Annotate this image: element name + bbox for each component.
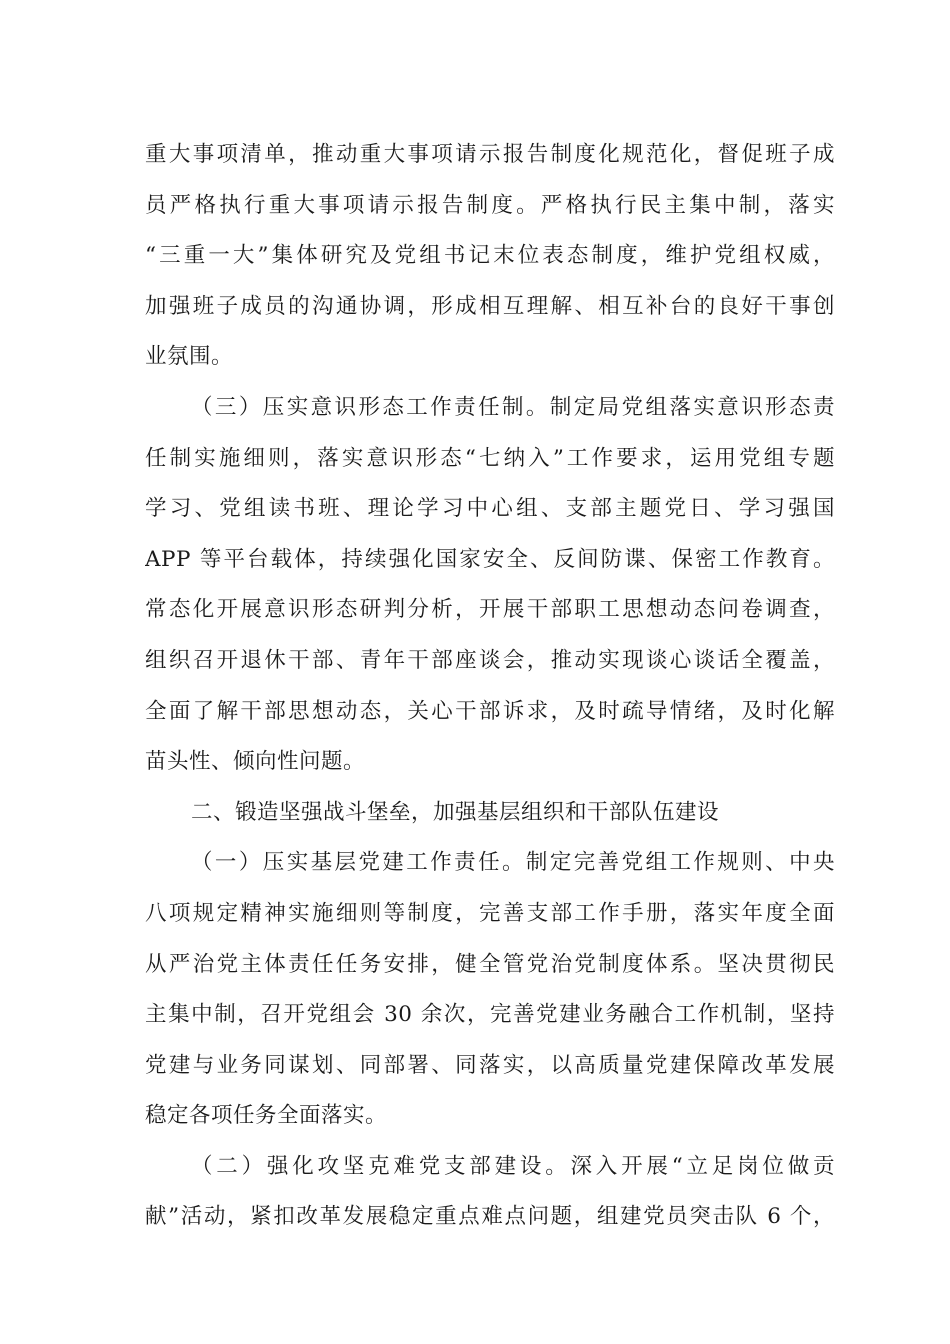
paragraph-line: 稳定各项任务全面落实。	[145, 1103, 388, 1129]
paragraph-line: （三）压实意识形态工作责任制。制定局党组落实意识形态责	[191, 394, 835, 420]
paragraph-line: （一）压实基层党建工作责任。制定完善党组工作规则、中央	[191, 850, 835, 876]
paragraph-line: 学习、党组读书班、理论学习中心组、支部主题党日、学习强国	[145, 496, 835, 522]
paragraph-line: 组织召开退休干部、青年干部座谈会，推动实现谈心谈话全覆盖，	[145, 647, 835, 673]
paragraph-line: 苗头性、倾向性问题。	[145, 749, 366, 775]
paragraph-line: 任制实施细则，落实意识形态“七纳入”工作要求，运用党组专题	[145, 445, 835, 471]
paragraph-line: 加强班子成员的沟通协调，形成相互理解、相互补台的良好干事创	[145, 293, 835, 319]
paragraph-line: （二）强化攻坚克难党支部建设。深入开展“立足岗位做贡	[191, 1153, 835, 1179]
paragraph-line: 常态化开展意识形态研判分析，开展干部职工思想动态问卷调查，	[145, 597, 835, 623]
paragraph-line: APP 等平台载体，持续强化国家安全、反间防谍、保密工作教育。	[145, 546, 835, 572]
paragraph-line: 八项规定精神实施细则等制度，完善支部工作手册，落实年度全面	[145, 900, 835, 926]
paragraph-line: 全面了解干部思想动态，关心干部诉求，及时疏导情绪，及时化解	[145, 698, 835, 724]
paragraph-line: 党建与业务同谋划、同部署、同落实，以高质量党建保障改革发展	[145, 1052, 835, 1078]
paragraph-line: 主集中制，召开党组会 30 余次，完善党建业务融合工作机制，坚持	[145, 1002, 835, 1028]
paragraph-line: 重大事项清单，推动重大事项请示报告制度化规范化，督促班子成	[145, 142, 835, 167]
paragraph-line: “三重一大”集体研究及党组书记末位表态制度，维护党组权威，	[145, 243, 835, 269]
paragraph-line: 从严治党主体责任任务安排，健全管党治党制度体系。坚决贯彻民	[145, 951, 835, 977]
paragraph-line: 员严格执行重大事项请示报告制度。严格执行民主集中制，落实	[145, 192, 835, 218]
paragraph-line: 献”活动，紧扣改革发展稳定重点难点问题，组建党员突击队 6 个，	[145, 1204, 835, 1230]
paragraph-line: 业氛围。	[145, 344, 234, 370]
section-heading: 二、锻造坚强战斗堡垒，加强基层组织和干部队伍建设	[191, 799, 720, 825]
document-body	[145, 130, 835, 1243]
